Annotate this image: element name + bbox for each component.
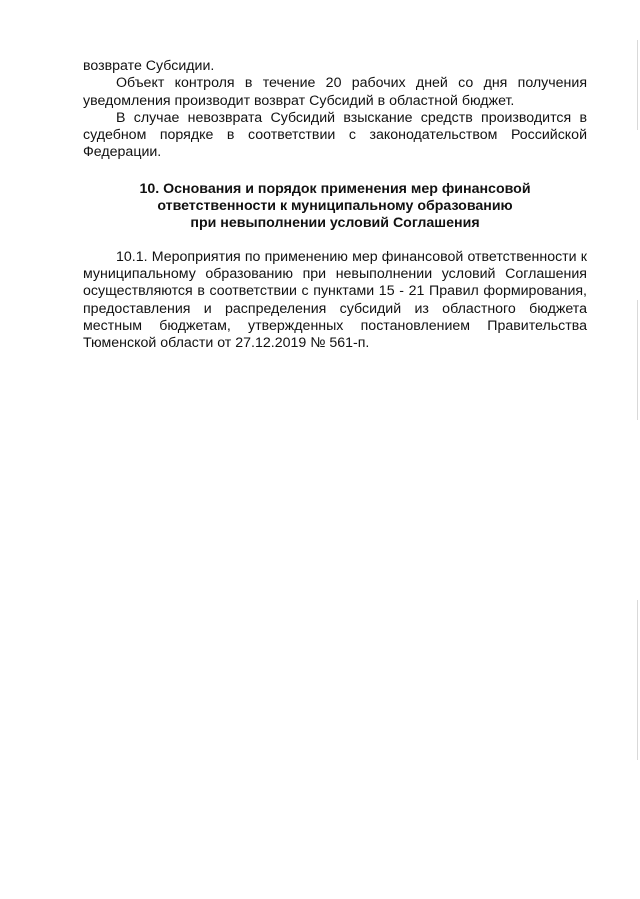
section-heading-line-2: ответственности к муниципальному образованию [157, 198, 513, 215]
scan-edge-mark [637, 40, 638, 130]
document-body [83, 58, 587, 352]
scan-edge-mark [637, 600, 638, 760]
paragraph-continuation: возврате Субсидии. [83, 58, 215, 74]
section-heading-line-3: при невыполнении условий Соглашения [190, 215, 480, 232]
scan-edge-mark [637, 300, 638, 420]
section-heading [83, 181, 587, 233]
paragraph-10-1: 10.1. Мероприятия по применению мер финансовой ответственности к муниципальному образованию при невыполнении условий Соглашения осуществляются в соответствии с пунктами 15 - 21 Правил формирования, предоставления и распределения субсидий из областного бюджета местным бюджетам, утвержденных постановлением Правительства Тюменской области от 27.12.2019 № 561-п. [83, 248, 587, 352]
paragraph-return-deadline: Объект контроля в течение 20 рабочих дней со дня получения уведомления производит возврат Субсидий в областной бюджет. [83, 75, 587, 109]
paragraph-recovery-court: В случае невозврата Субсидий взыскание средств производится в судебном порядке в соответствии с законодательством Российской Федерации. [83, 109, 587, 161]
section-heading-line-1: 10. Основания и порядок применения мер финансовой [139, 180, 531, 197]
